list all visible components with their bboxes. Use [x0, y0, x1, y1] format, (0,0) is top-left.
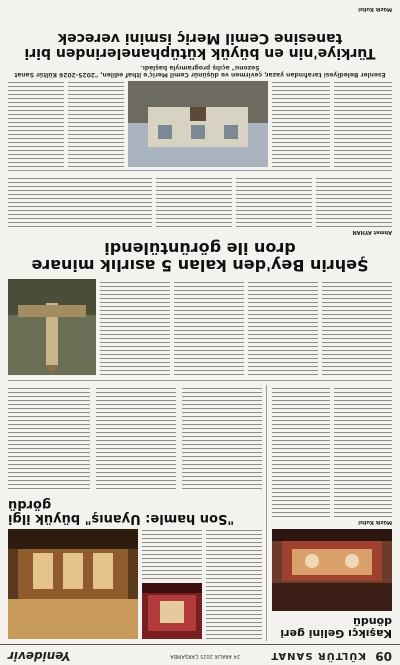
middle-col-7: [156, 175, 232, 227]
lower-right-col-3: [182, 385, 262, 489]
middle-col-4: [100, 279, 170, 375]
middle-col-8: [8, 175, 152, 227]
middle-col-1: [322, 279, 392, 375]
top-col-3: [68, 81, 124, 167]
lower-left-byline: Müzik Kulisi: [358, 519, 392, 525]
middle-col-3: [174, 279, 244, 375]
lower-left-photo: [272, 529, 392, 611]
lower-left-col-2: [272, 387, 330, 517]
top-col-1: [334, 81, 392, 167]
column-divider: [266, 385, 267, 641]
library-photo-image: [128, 81, 268, 167]
top-photo: [128, 81, 268, 167]
issue-date: 24 ARALIK 2025 ÇARŞAMBA: [170, 653, 240, 659]
top-byline: Müzik Kulisi: [358, 6, 392, 12]
section-divider: [8, 380, 392, 381]
lower-right-headline: "Son hamle: Uyanış" büyük ilgi gördü: [8, 497, 235, 526]
middle-col-6: [236, 175, 312, 227]
theater-photo-image: [142, 583, 202, 639]
middle-headline: Şehrin Bey'den kalan 5 asırlık minare dron ile görüntülendi: [31, 239, 369, 275]
top-headline: Türkiye'nin en büyük kütüphanelerinden biri tanesine Cemil Meriç ismini verecek: [24, 30, 376, 61]
hall-photo-image: [8, 529, 138, 639]
lower-right-photo-large: [8, 529, 138, 639]
middle-col-5: [316, 175, 392, 227]
top-col-4: [8, 81, 64, 167]
middle-photo: [8, 279, 96, 375]
top-col-2: [272, 81, 330, 167]
middle-col-2: [248, 279, 318, 375]
lower-left-col-1: [334, 387, 392, 517]
top-subhead: Esenler Belediyesi tarafından yazar, çevirmen ve düşünür Cemil Meriç'e ithaf edilen, "2025-2026 Kültür Sanat Sezonu" açılış programıyla başladı.: [14, 64, 386, 78]
lower-right-col-5: [8, 385, 90, 489]
section-title: KÜLTÜR SANAT: [270, 650, 366, 661]
section-divider-2: [8, 170, 392, 171]
lower-right-col-4: [96, 385, 176, 489]
stage-photo-image: [272, 529, 392, 611]
page-number: 09: [375, 649, 392, 663]
lower-right-col-1: [206, 529, 262, 639]
minaret-photo-image: [8, 279, 96, 375]
masthead: [0, 644, 400, 665]
newspaper-logo: Yenidevir: [8, 649, 71, 663]
middle-byline: Ahmet AYHAN: [352, 229, 392, 235]
lower-left-headline: Kaşıkçı Gelini geri döndü: [280, 615, 392, 640]
lower-right-photo-small: [142, 583, 202, 639]
lower-right-col-2: [142, 529, 202, 579]
